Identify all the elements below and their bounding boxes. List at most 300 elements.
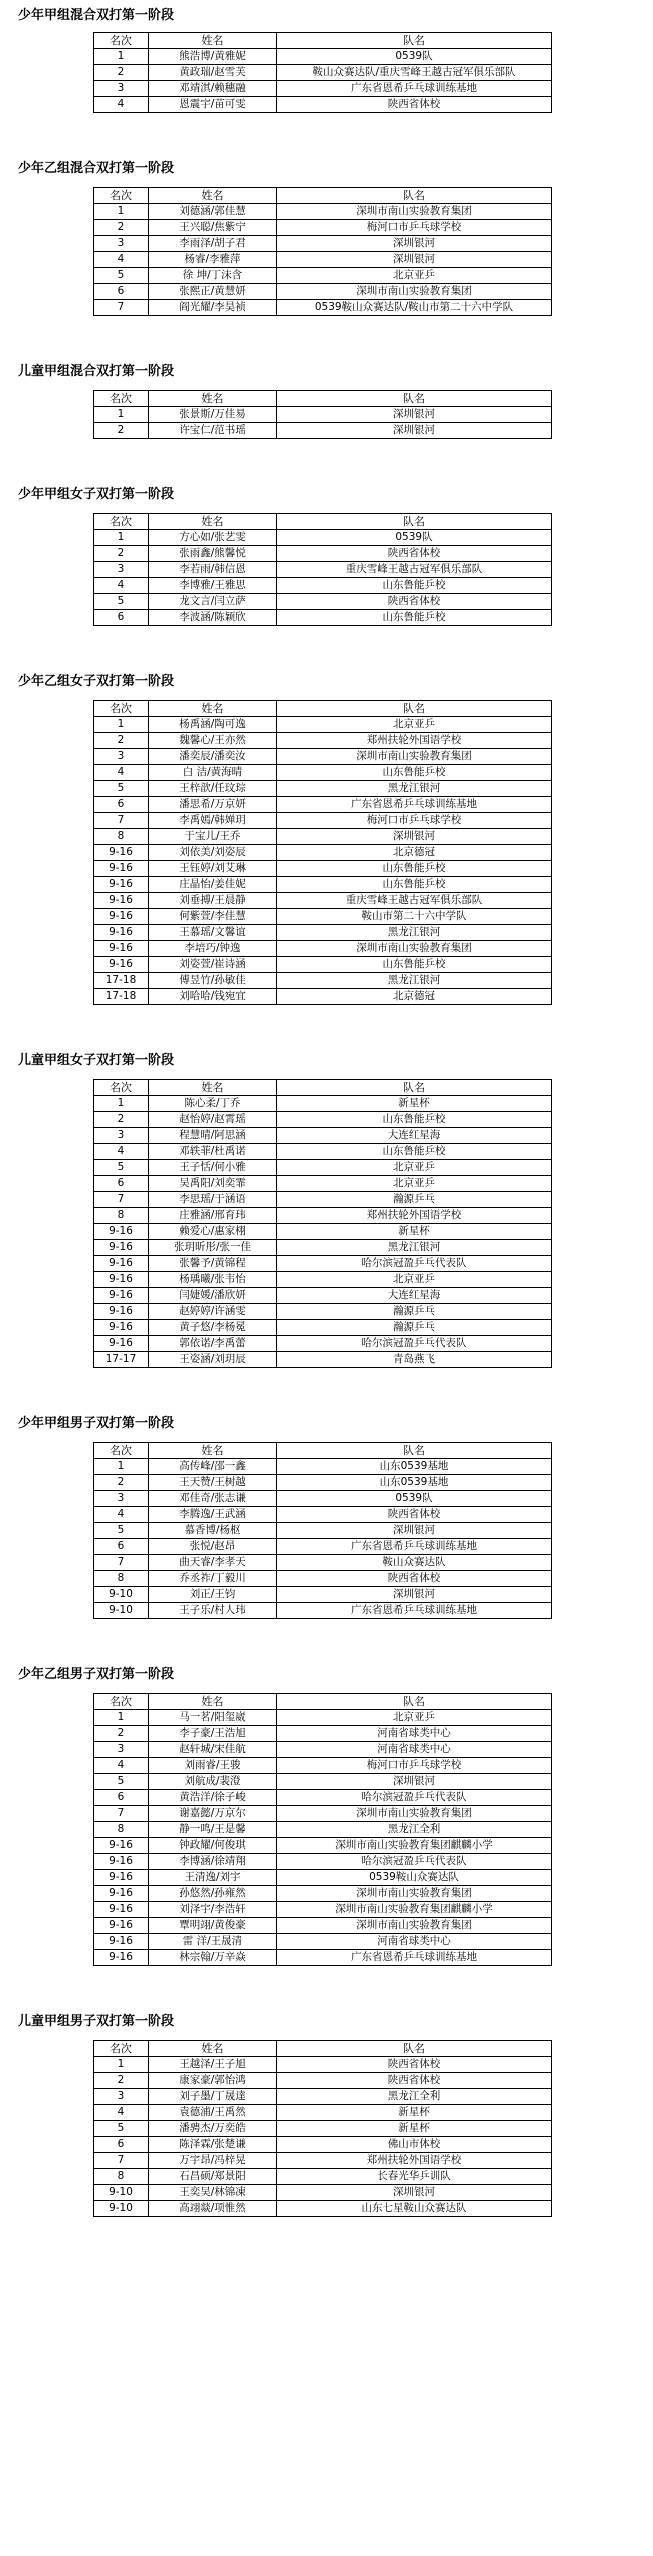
table-row	[94, 1224, 552, 1240]
rank-cell: 9-10	[94, 2185, 149, 2201]
rank-cell: 8	[94, 1208, 149, 1224]
table-row	[94, 813, 552, 829]
table-header-row	[94, 391, 552, 407]
name-cell: 刘哈哈/钱宛宜	[149, 989, 277, 1005]
rank-cell: 1	[94, 717, 149, 733]
name-cell: 赵婷婷/许涵雯	[149, 1304, 277, 1320]
header-rank: 名次	[94, 391, 149, 407]
rank-cell: 9-16	[94, 877, 149, 893]
name-cell: 刘正/王钧	[149, 1587, 277, 1603]
header-rank: 名次	[94, 1443, 149, 1459]
table-row	[94, 845, 552, 861]
header-rank: 名次	[94, 701, 149, 717]
team-cell: 鞍山众赛达队	[277, 1555, 552, 1571]
name-cell: 张熙正/黄慧妍	[149, 284, 277, 300]
team-cell: 哈尔滨冠盈乒乓代表队	[277, 1336, 552, 1352]
team-cell: 深圳银河	[277, 236, 552, 252]
name-cell: 刘子墨/丁晟達	[149, 2089, 277, 2105]
rank-cell: 8	[94, 1571, 149, 1587]
rank-cell: 4	[94, 578, 149, 594]
rank-cell: 4	[94, 97, 149, 113]
rank-cell: 5	[94, 1774, 149, 1790]
table-row	[94, 236, 552, 252]
table-header-row	[94, 33, 552, 49]
table-row	[94, 1726, 552, 1742]
table-row	[94, 717, 552, 733]
header-name: 姓名	[149, 1080, 277, 1096]
team-cell: 大连红星海	[277, 1128, 552, 1144]
name-cell: 李博涵/徐靖翔	[149, 1854, 277, 1870]
name-cell: 慕香博/杨枢	[149, 1523, 277, 1539]
rank-cell: 1	[94, 2057, 149, 2073]
name-cell: 王子恬/何小雅	[149, 1160, 277, 1176]
table-row	[94, 300, 552, 316]
header-team: 队名	[277, 1443, 552, 1459]
team-cell: 重庆雪峰王越古冠军俱乐部队	[277, 562, 552, 578]
name-cell: 赖爱心/惠家栩	[149, 1224, 277, 1240]
table-row	[94, 1523, 552, 1539]
team-cell: 黑龙江银河	[277, 973, 552, 989]
name-cell: 吴禹阳/刘奕霏	[149, 1176, 277, 1192]
name-cell: 邓佳奇/张志谦	[149, 1491, 277, 1507]
section-youth-b-mixed-doubles	[0, 151, 653, 316]
team-cell: 长春光华乒训队	[277, 2169, 552, 2185]
table-row	[94, 2105, 552, 2121]
name-cell: 许宝仁/范书瑶	[149, 423, 277, 439]
name-cell: 潘思希/万京妍	[149, 797, 277, 813]
rank-cell: 9-16	[94, 1256, 149, 1272]
team-cell: 黑龙江银河	[277, 1240, 552, 1256]
section-youth-a-womens-doubles	[0, 477, 653, 626]
header-name: 姓名	[149, 391, 277, 407]
table-row	[94, 1112, 552, 1128]
rank-cell: 1	[94, 204, 149, 220]
team-cell: 河南省球类中心	[277, 1726, 552, 1742]
name-cell: 何紫萱/李佳慧	[149, 909, 277, 925]
team-cell: 北京亚乒	[277, 1176, 552, 1192]
table-row	[94, 2121, 552, 2137]
name-cell: 白 洁/黄海晴	[149, 765, 277, 781]
rank-cell: 9-16	[94, 957, 149, 973]
name-cell: 王钰婷/刘艾琳	[149, 861, 277, 877]
team-cell: 瀚源乒乓	[277, 1192, 552, 1208]
table-row	[94, 765, 552, 781]
rank-cell: 2	[94, 220, 149, 236]
table-row	[94, 1304, 552, 1320]
table-row	[94, 1352, 552, 1368]
name-cell: 张悦/赵昂	[149, 1539, 277, 1555]
rank-cell: 3	[94, 562, 149, 578]
table-row	[94, 1555, 552, 1571]
table-header-row	[94, 188, 552, 204]
results-table	[93, 1442, 552, 1619]
table-row	[94, 1475, 552, 1491]
name-cell: 张雨鑫/熊馨悦	[149, 546, 277, 562]
name-cell: 庄雅涵/邢育玮	[149, 1208, 277, 1224]
table-row	[94, 1822, 552, 1838]
name-cell: 李禹嫣/韩婵玥	[149, 813, 277, 829]
team-cell: 黑龙江全利	[277, 1822, 552, 1838]
team-cell: 山东鲁能乒校	[277, 877, 552, 893]
table-row	[94, 829, 552, 845]
rank-cell: 8	[94, 1822, 149, 1838]
table-header-row	[94, 514, 552, 530]
name-cell: 高翊燚/项惟然	[149, 2201, 277, 2217]
results-table	[93, 2040, 552, 2217]
team-cell: 佛山市体校	[277, 2137, 552, 2153]
table-header-row	[94, 701, 552, 717]
rank-cell: 1	[94, 49, 149, 65]
table-row	[94, 893, 552, 909]
team-cell: 山东0539基地	[277, 1475, 552, 1491]
rank-cell: 2	[94, 1112, 149, 1128]
name-cell: 庄晶怡/姜佳妮	[149, 877, 277, 893]
table-row	[94, 1934, 552, 1950]
team-cell: 陕西省体校	[277, 1507, 552, 1523]
table-row	[94, 1571, 552, 1587]
name-cell: 李腾逸/王武涵	[149, 1507, 277, 1523]
team-cell: 陕西省体校	[277, 97, 552, 113]
results-table	[93, 700, 552, 1005]
table-row	[94, 268, 552, 284]
rank-cell: 17-18	[94, 989, 149, 1005]
rank-cell: 9-16	[94, 1950, 149, 1966]
team-cell: 郑州扶轮外国语学校	[277, 1208, 552, 1224]
team-cell: 广东省恩希乒乓球训练基地	[277, 81, 552, 97]
table-row	[94, 2057, 552, 2073]
section-youth-b-womens-doubles	[0, 664, 653, 1005]
team-cell: 郑州扶轮外国语学校	[277, 733, 552, 749]
team-cell: 陕西省体校	[277, 594, 552, 610]
table-row	[94, 407, 552, 423]
team-cell: 山东鲁能乒校	[277, 765, 552, 781]
rank-cell: 1	[94, 1459, 149, 1475]
table-row	[94, 1587, 552, 1603]
team-cell: 山东鲁能乒校	[277, 861, 552, 877]
name-cell: 王清逸/刘宇	[149, 1870, 277, 1886]
header-rank: 名次	[94, 2041, 149, 2057]
name-cell: 郭依诺/李禹蕾	[149, 1336, 277, 1352]
name-cell: 石昌硕/郑景阳	[149, 2169, 277, 2185]
rank-cell: 7	[94, 1555, 149, 1571]
table-row	[94, 1806, 552, 1822]
team-cell: 北京亚乒	[277, 1272, 552, 1288]
table-row	[94, 1838, 552, 1854]
name-cell: 李培巧/钟逸	[149, 941, 277, 957]
name-cell: 龙文言/闫立萨	[149, 594, 277, 610]
name-cell: 李若雨/韩信恩	[149, 562, 277, 578]
rank-cell: 9-16	[94, 1870, 149, 1886]
team-cell: 山东鲁能乒校	[277, 1112, 552, 1128]
team-cell: 深圳市南山实验教育集团	[277, 749, 552, 765]
table-row	[94, 610, 552, 626]
name-cell: 杨睿/李雅萍	[149, 252, 277, 268]
rank-cell: 4	[94, 1144, 149, 1160]
table-row	[94, 252, 552, 268]
name-cell: 徐 坤/丁沫含	[149, 268, 277, 284]
name-cell: 刘航成/裴澄	[149, 1774, 277, 1790]
table-row	[94, 65, 552, 81]
team-cell: 哈尔滨冠盈乒乓代表队	[277, 1790, 552, 1806]
team-cell: 深圳市南山实验教育集团	[277, 204, 552, 220]
name-cell: 赵轩城/宋佳航	[149, 1742, 277, 1758]
header-rank: 名次	[94, 33, 149, 49]
rank-cell: 7	[94, 1806, 149, 1822]
table-row	[94, 1710, 552, 1726]
rank-cell: 1	[94, 407, 149, 423]
table-row	[94, 749, 552, 765]
name-cell: 王子乐/村人玮	[149, 1603, 277, 1619]
team-cell: 深圳市南山实验教育集团麒麟小学	[277, 1838, 552, 1854]
table-row	[94, 1144, 552, 1160]
table-row	[94, 594, 552, 610]
team-cell: 广东省恩希乒乓球训练基地	[277, 1950, 552, 1966]
name-cell: 李思瑶/于涵语	[149, 1192, 277, 1208]
table-row	[94, 81, 552, 97]
rank-cell: 9-10	[94, 1603, 149, 1619]
table-row	[94, 578, 552, 594]
rank-cell: 4	[94, 2105, 149, 2121]
name-cell: 康家豪/郭怡鸿	[149, 2073, 277, 2089]
table-row	[94, 2137, 552, 2153]
section-title: 儿童甲组女子双打第一阶段	[18, 1053, 175, 1068]
table-row	[94, 1192, 552, 1208]
name-cell: 刘德涵/郭佳慧	[149, 204, 277, 220]
team-cell: 北京德冠	[277, 989, 552, 1005]
name-cell: 魏馨心/王亦然	[149, 733, 277, 749]
rank-cell: 9-16	[94, 909, 149, 925]
table-row	[94, 1240, 552, 1256]
results-table	[93, 1079, 552, 1368]
header-team: 队名	[277, 514, 552, 530]
team-cell: 陕西省体校	[277, 546, 552, 562]
name-cell: 钟政耀/何俊琪	[149, 1838, 277, 1854]
team-cell: 广东省恩希乒乓球训练基地	[277, 1603, 552, 1619]
rank-cell: 3	[94, 1742, 149, 1758]
team-cell: 瀚源乒乓	[277, 1320, 552, 1336]
header-rank: 名次	[94, 514, 149, 530]
team-cell: 新星杯	[277, 2121, 552, 2137]
team-cell: 深圳市南山实验教育集团	[277, 1886, 552, 1902]
rank-cell: 9-16	[94, 1838, 149, 1854]
rank-cell: 9-16	[94, 1336, 149, 1352]
team-cell: 梅河口市乒乓球学校	[277, 1758, 552, 1774]
name-cell: 王慕瑶/文馨谊	[149, 925, 277, 941]
rank-cell: 9-16	[94, 845, 149, 861]
header-team: 队名	[277, 391, 552, 407]
team-cell: 北京亚乒	[277, 717, 552, 733]
rank-cell: 9-16	[94, 1854, 149, 1870]
team-cell: 新星杯	[277, 1224, 552, 1240]
section-children-a-mixed-doubles	[0, 354, 653, 439]
header-name: 姓名	[149, 1694, 277, 1710]
results-table	[93, 1693, 552, 1966]
table-row	[94, 1774, 552, 1790]
header-team: 队名	[277, 188, 552, 204]
rank-cell: 2	[94, 733, 149, 749]
section-title: 少年乙组男子双打第一阶段	[18, 1667, 175, 1682]
rank-cell: 4	[94, 252, 149, 268]
name-cell: 李子豪/王浩旭	[149, 1726, 277, 1742]
name-cell: 林宗翰/万辛焱	[149, 1950, 277, 1966]
rank-cell: 5	[94, 781, 149, 797]
section-title: 儿童甲组混合双打第一阶段	[18, 364, 175, 379]
table-row	[94, 97, 552, 113]
name-cell: 赵怡婷/赵霄瑶	[149, 1112, 277, 1128]
rank-cell: 4	[94, 1507, 149, 1523]
section-title: 少年甲组女子双打第一阶段	[18, 487, 175, 502]
team-cell: 新星杯	[277, 1096, 552, 1112]
name-cell: 谢嘉懿/万京尔	[149, 1806, 277, 1822]
rank-cell: 9-16	[94, 1886, 149, 1902]
rank-cell: 6	[94, 797, 149, 813]
name-cell: 孙悠然/孙雍然	[149, 1886, 277, 1902]
rank-cell: 3	[94, 749, 149, 765]
table-row	[94, 1459, 552, 1475]
table-row	[94, 1160, 552, 1176]
team-cell: 北京亚乒	[277, 1160, 552, 1176]
table-row	[94, 1950, 552, 1966]
header-name: 姓名	[149, 33, 277, 49]
rank-cell: 9-16	[94, 925, 149, 941]
section-title: 少年甲组男子双打第一阶段	[18, 1416, 175, 1431]
name-cell: 曲天睿/李孝天	[149, 1555, 277, 1571]
section-youth-a-mens-doubles	[0, 1406, 653, 1619]
name-cell: 李雨泽/胡子君	[149, 236, 277, 252]
rank-cell: 4	[94, 1758, 149, 1774]
table-row	[94, 530, 552, 546]
rank-cell: 5	[94, 1523, 149, 1539]
rank-cell: 6	[94, 1539, 149, 1555]
team-cell: 深圳市南山实验教育集团	[277, 941, 552, 957]
team-cell: 深圳银河	[277, 829, 552, 845]
results-table	[93, 390, 552, 439]
team-cell: 深圳银河	[277, 1523, 552, 1539]
name-cell: 陈泽霖/张楚谦	[149, 2137, 277, 2153]
team-cell: 山东鲁能乒校	[277, 578, 552, 594]
rank-cell: 6	[94, 1790, 149, 1806]
team-cell: 山东0539基地	[277, 1459, 552, 1475]
header-name: 姓名	[149, 701, 277, 717]
name-cell: 程慧晴/阿思涵	[149, 1128, 277, 1144]
team-cell: 深圳银河	[277, 1587, 552, 1603]
table-row	[94, 1128, 552, 1144]
name-cell: 黄子悠/李杨冕	[149, 1320, 277, 1336]
table-row	[94, 1491, 552, 1507]
table-row	[94, 220, 552, 236]
table-row	[94, 973, 552, 989]
table-row	[94, 2169, 552, 2185]
name-cell: 邓靖淇/赖穗融	[149, 81, 277, 97]
rank-cell: 9-16	[94, 941, 149, 957]
name-cell: 王姿涵/刘玥辰	[149, 1352, 277, 1368]
name-cell: 黄浩洋/徐子峻	[149, 1790, 277, 1806]
header-team: 队名	[277, 2041, 552, 2057]
rank-cell: 7	[94, 813, 149, 829]
team-cell: 0539队	[277, 530, 552, 546]
team-cell: 鞍山市第二十六中学队	[277, 909, 552, 925]
table-row	[94, 877, 552, 893]
table-row	[94, 1336, 552, 1352]
team-cell: 深圳银河	[277, 2185, 552, 2201]
rank-cell: 8	[94, 829, 149, 845]
table-row	[94, 1507, 552, 1523]
table-header-row	[94, 2041, 552, 2057]
table-row	[94, 2185, 552, 2201]
header-team: 队名	[277, 1694, 552, 1710]
name-cell: 傅昱竹/孙敏佳	[149, 973, 277, 989]
team-cell: 哈尔滨冠盈乒乓代表队	[277, 1256, 552, 1272]
team-cell: 山东七星鞍山众赛达队	[277, 2201, 552, 2217]
rank-cell: 6	[94, 1176, 149, 1192]
table-row	[94, 2073, 552, 2089]
team-cell: 深圳市南山实验教育集团麒麟小学	[277, 1902, 552, 1918]
name-cell: 王兴聪/焦紫宁	[149, 220, 277, 236]
team-cell: 梅河口市乒乓球学校	[277, 813, 552, 829]
header-name: 姓名	[149, 514, 277, 530]
team-cell: 深圳市南山实验教育集团	[277, 284, 552, 300]
name-cell: 潘骋杰/万奕皓	[149, 2121, 277, 2137]
table-row	[94, 49, 552, 65]
name-cell: 刘泽宇/李浩轩	[149, 1902, 277, 1918]
table-row	[94, 1854, 552, 1870]
rank-cell: 5	[94, 2121, 149, 2137]
team-cell: 0539鞍山众赛达队	[277, 1870, 552, 1886]
section-title: 少年乙组混合双打第一阶段	[18, 161, 175, 176]
team-cell: 广东省恩希乒乓球训练基地	[277, 1539, 552, 1555]
table-row	[94, 1288, 552, 1304]
table-row	[94, 1758, 552, 1774]
table-row	[94, 2201, 552, 2217]
name-cell: 王天赞/王树越	[149, 1475, 277, 1491]
team-cell: 陕西省体校	[277, 2057, 552, 2073]
team-cell: 黑龙江全利	[277, 2089, 552, 2105]
name-cell: 高传峰/邵一鑫	[149, 1459, 277, 1475]
rank-cell: 9-16	[94, 1902, 149, 1918]
rank-cell: 7	[94, 300, 149, 316]
rank-cell: 17-18	[94, 973, 149, 989]
team-cell: 北京德冠	[277, 845, 552, 861]
table-row	[94, 1902, 552, 1918]
table-header-row	[94, 1694, 552, 1710]
rank-cell: 1	[94, 1096, 149, 1112]
name-cell: 张玥昕彤/张一佳	[149, 1240, 277, 1256]
name-cell: 刘依美/刘姿辰	[149, 845, 277, 861]
table-row	[94, 1272, 552, 1288]
rank-cell: 3	[94, 81, 149, 97]
header-name: 姓名	[149, 188, 277, 204]
section-title: 儿童甲组男子双打第一阶段	[18, 2014, 175, 2029]
name-cell: 熊浩博/黄雅妮	[149, 49, 277, 65]
name-cell: 张馨予/黄锦程	[149, 1256, 277, 1272]
name-cell: 杨瑀曦/张韦怡	[149, 1272, 277, 1288]
table-header-row	[94, 1080, 552, 1096]
table-row	[94, 1790, 552, 1806]
table-row	[94, 1320, 552, 1336]
table-row	[94, 925, 552, 941]
name-cell: 张景斯/万佳易	[149, 407, 277, 423]
table-row	[94, 989, 552, 1005]
rank-cell: 9-16	[94, 1320, 149, 1336]
rank-cell: 9-16	[94, 1918, 149, 1934]
table-row	[94, 797, 552, 813]
team-cell: 山东鲁能乒校	[277, 1144, 552, 1160]
rank-cell: 2	[94, 423, 149, 439]
header-team: 队名	[277, 33, 552, 49]
name-cell: 方心如/张艺雯	[149, 530, 277, 546]
name-cell: 刘雨睿/王骏	[149, 1758, 277, 1774]
team-cell: 哈尔滨冠盈乒乓代表队	[277, 1854, 552, 1870]
